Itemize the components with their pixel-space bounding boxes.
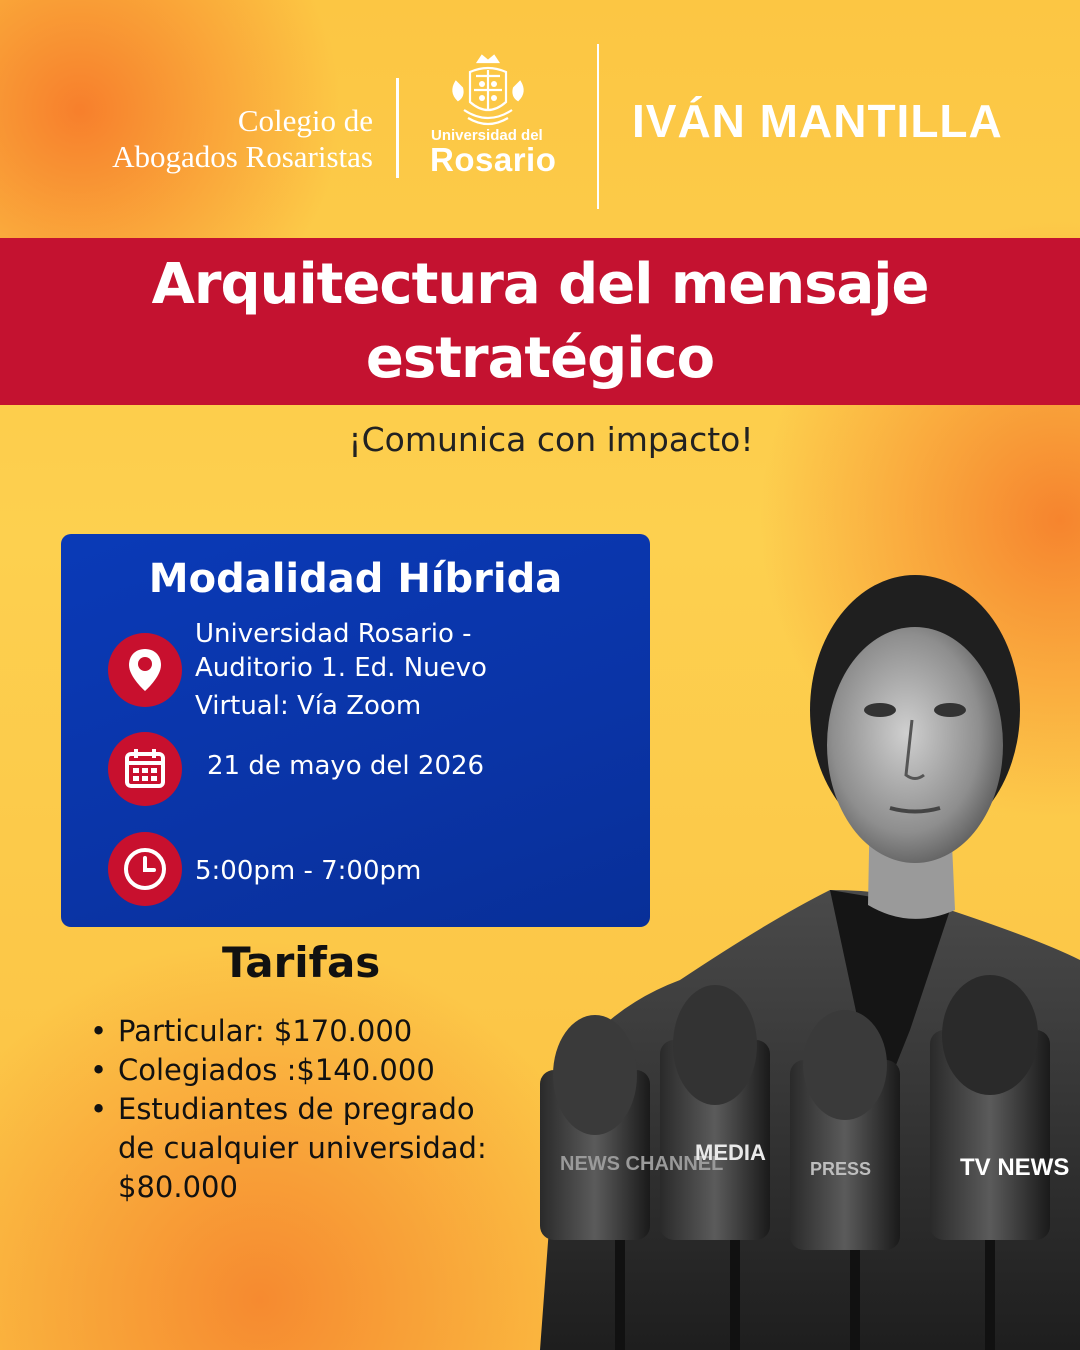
svg-text:MEDIA: MEDIA bbox=[695, 1140, 766, 1165]
header-divider-right bbox=[597, 44, 599, 209]
location-pin-icon bbox=[108, 633, 182, 707]
rates-title: Tarifas bbox=[222, 938, 381, 987]
rate-label: Estudiantes de pregrado de cualquier universidad: bbox=[118, 1092, 487, 1165]
event-title bbox=[0, 248, 1080, 396]
university-name: Rosario bbox=[430, 141, 557, 178]
location-line1: Universidad Rosario - bbox=[195, 619, 472, 649]
rates-list bbox=[88, 1012, 518, 1207]
virtual-location: Virtual: Vía Zoom bbox=[195, 691, 422, 721]
event-time: 5:00pm - 7:00pm bbox=[195, 856, 422, 886]
modality-title: Modalidad Híbrida bbox=[148, 556, 563, 602]
event-title-line2: estratégico bbox=[365, 326, 715, 391]
rate-price: $140.000 bbox=[296, 1053, 435, 1087]
speaker-name: IVÁN MANTILLA bbox=[632, 95, 1003, 147]
rate-label: Particular: bbox=[118, 1014, 265, 1048]
list-item bbox=[88, 1012, 518, 1051]
list-item bbox=[88, 1090, 518, 1207]
university-seal-icon bbox=[448, 52, 528, 130]
calendar-icon bbox=[108, 732, 182, 806]
college-name-line1: Colegio de bbox=[237, 103, 373, 138]
event-date: 21 de mayo del 2026 bbox=[207, 751, 485, 781]
rate-price: $170.000 bbox=[264, 1014, 413, 1048]
svg-text:TV NEWS: TV NEWS bbox=[960, 1154, 1070, 1181]
college-name-line2: Abogados Rosaristas bbox=[112, 139, 373, 174]
event-title-line1: Arquitectura del mensaje bbox=[151, 252, 929, 317]
college-logo-text bbox=[40, 103, 373, 175]
list-item bbox=[88, 1051, 518, 1090]
header-divider bbox=[396, 78, 399, 178]
svg-text:NEWS CHANNEL: NEWS CHANNEL bbox=[560, 1153, 724, 1175]
university-name-small: Universidad del bbox=[431, 127, 543, 144]
rate-price: $80.000 bbox=[118, 1170, 238, 1204]
svg-text:PRESS: PRESS bbox=[810, 1159, 872, 1179]
clock-icon bbox=[108, 832, 182, 906]
rate-label: Colegiados : bbox=[118, 1053, 297, 1087]
location-line2: Auditorio 1. Ed. Nuevo bbox=[195, 653, 487, 683]
event-tagline: ¡Comunica con impacto! bbox=[348, 420, 754, 459]
